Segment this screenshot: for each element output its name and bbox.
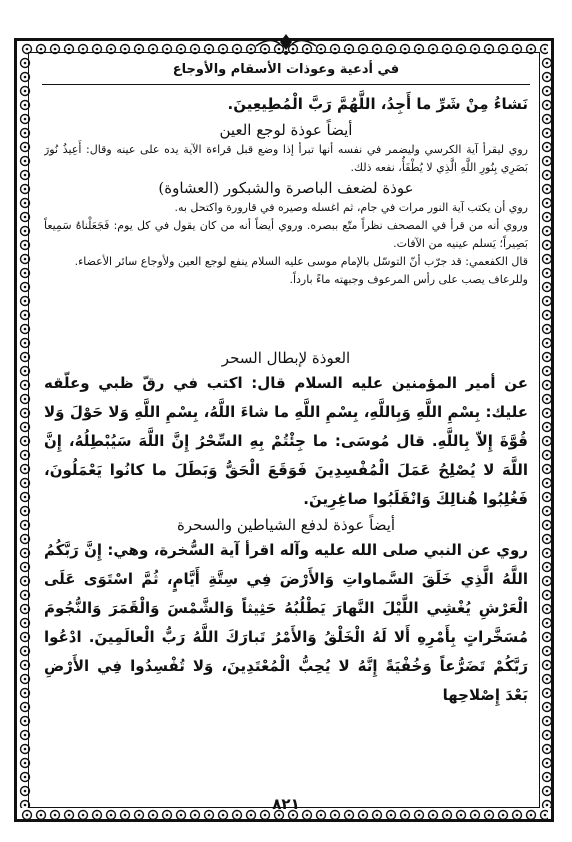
page-number: ٨٢١: [272, 795, 300, 813]
paragraph-nosebleed: وللرعاف يصب على رأس المرعوف وجبهته ماءً بارداً.: [289, 273, 528, 286]
paragraph-weak-sight-2: وروي أنه من قرأ في المصحف نظراً متّع ببصره. وروي أيضاً أنه من كان يقول في كل يوم: فَجَعَلْناهُ سَمِيعاً بَصِيراً؛ يَسلم عينيه من الآفات.: [44, 219, 528, 250]
ornamental-border-left: [18, 56, 32, 808]
prayer-line: نَشاءُ مِنْ شَرِّ ما أَجِدُ، اللَّهُمَّ رَبَّ الْمُطِيعِينَ.: [227, 95, 528, 113]
ornamental-border-right: [540, 56, 554, 808]
paragraph-eye-pain: روي ليقرأ آية الكرسي وليضمر في نفسه أنها تبرأ إذا وضع قبل قراءة الآية يده على عينه وقال: أَعِيذُ نُورَ بَصَرِي بِنُورِ اللَّهِ الَّذِي لا يُطْفَأُ، نفعه ذلك.: [44, 143, 528, 174]
running-header: في أدعية وعوذات الأسقام والأوجاع: [172, 62, 400, 77]
paragraph-magic: عن أمير المؤمنين عليه السلام قال: اكتب في رقّ ظبي وعلّقه عليك: بِسْمِ اللَّهِ وَبِاللَّهِ، بِسْمِ اللَّهِ ما شاءَ اللَّهُ، بِسْمِ اللَّهِ وَلا حَوْلَ وَلا قُوَّةَ إِلاّ بِاللَّهِ. قال مُوسَى: ما جِئْتُمْ بِهِ السِّحْرُ إِنَّ اللَّهَ سَيُبْطِلُهُ، إِنَّ اللَّهَ لا يُصْلِحُ عَمَلَ الْمُفْسِدِينَ فَوَقَعَ الْحَقُّ وَبَطَلَ ما كانُوا يَعْمَلُونَ، فَغُلِبُوا هُنالِكَ وَانْقَلَبُوا صاغِرِينَ.: [44, 374, 528, 508]
paragraph-devils: روي عن النبي صلى الله عليه وآله اقرأ آية السُّخرة، وهي: إِنَّ رَبَّكُمُ اللَّهُ الَّذِي خَلَقَ السَّماواتِ وَالأَرْضَ فِي سِتَّةِ أَيَّامٍ، ثُمَّ اسْتَوَى عَلَى الْعَرْشِ يُغْشِي اللَّيْلَ النَّهارَ يَطْلُبُهُ حَثِيثاً وَالشَّمْسَ وَالْقَمَرَ وَالنُّجُومَ مُسَخَّراتٍ بِأَمْرِهِ أَلا لَهُ الْخَلْقُ وَالأَمْرُ تَبارَكَ اللَّهُ رَبُّ الْعالَمِينَ. ادْعُوا رَبَّكُمْ تَضَرُّعاً وَخُفْيَةً إِنَّهُ لا يُحِبُّ الْمُعْتَدِينَ، وَلا تُفْسِدُوا فِي الأَرْضِ بَعْدَ إِصْلاحِها: [44, 541, 528, 704]
section-heading-eye-pain: أيضاً عوذة لوجع العين: [219, 121, 353, 139]
section-gap: [44, 289, 528, 347]
paragraph-weak-sight-1: روي أن يكتب آية النور مرات في جام، ثم اغسله وصيره في قارورة واكتحل به.: [174, 201, 528, 214]
paragraph-kafami: قال الكفعمي: قد جرّب أنّ التوسّل بالإمام موسى عليه السلام ينفع لوجع العين ولأوجاع سائر الأعضاء.: [74, 255, 528, 268]
section-heading-magic: العوذة لإبطال السحر: [221, 349, 351, 367]
page-content: [44, 90, 528, 790]
top-center-ornament-icon: [250, 32, 322, 56]
header-rule: [42, 84, 530, 85]
section-heading-devils: أيضاً عوذة لدفع الشياطين والسحرة: [176, 516, 396, 534]
section-heading-weak-sight: عوذة لضعف الباصرة والشبكور (العشاوة): [158, 179, 414, 197]
